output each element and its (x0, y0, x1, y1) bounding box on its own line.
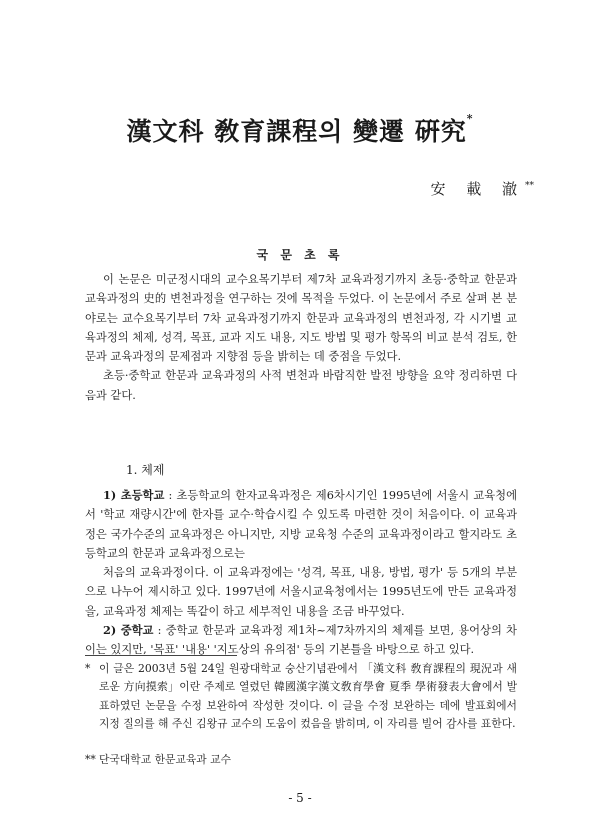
item-2-paragraph (85, 621, 517, 660)
item-2-text: : 중학교 한문과 교육과정 제1차~제7차까지의 체제를 보면, 용어상의 차이는 있지만, '목표' '내용' '지도상의 유의점' 등의 기본틀을 바탕으로 하고 있다. (85, 624, 517, 657)
item-2-lead: 2) 중학교 (103, 623, 154, 638)
section-1-body (85, 486, 517, 660)
abstract-paragraph-1: 이 논문은 미군정시대의 교수요목기부터 제7차 교육과정기까지 초등·중학교 한문과 교육과정의 史的 변천과정을 연구하는 것에 목적을 두었다. 이 논문에서 주로 살펴 본 분야로는 교수요목기부터 7차 교육과정기까지 한문과 교육과정의 변천과정, 각 시기별 교육과정의 체제, 성격, 목표, 교과 지도 내용, 지도 방법 및 평가 항목의 비교 분석 검토, 한문과 교육과정의 문제점과 지향점 등을 밝히는 데 중점을 두었다. (85, 273, 517, 364)
item-1-lead: 1) 초등학교 (103, 488, 165, 502)
item-1-continuation: 처음의 교육과정이다. 이 교육과정에는 '성격, 목표, 내용, 방법, 평가' 등 5개의 부분으로 나누어 제시하고 있다. 1997년에 서울시교육청에서는 1995년도에 만든 교육과정을, 교육과정 체제는 똑같이 하고 세부적인 내용을 조금 바꾸었다. (85, 566, 517, 618)
footnote-2 (85, 751, 517, 769)
section-heading-1: 1. 체제 (126, 463, 165, 477)
abstract-paragraph-2: 초등·중학교 한문과 교육과정의 사적 변천과 바람직한 발전 방향을 요약 정리하면 다음과 같다. (85, 369, 517, 402)
footnote-1 (85, 660, 517, 734)
footnote-2-mark: ** (85, 753, 96, 766)
abstract-heading: 국 문 초 록 (256, 248, 344, 262)
page-number: - 5 - (288, 791, 312, 805)
author-footnote-mark: ** (525, 181, 534, 191)
title-text: 漢文科 敎育課程의 變遷 硏究 (126, 117, 467, 146)
footnote-2-text: 단국대학교 한문교육과 교수 (99, 753, 232, 766)
title-footnote-mark: * (466, 112, 474, 125)
abstract-body (85, 270, 517, 405)
footnote-divider (85, 655, 237, 656)
paper-title (0, 112, 600, 148)
footnote-1-mark: * (85, 662, 91, 675)
author-text: 安 載 澈 (430, 180, 525, 198)
item-1-paragraph (85, 486, 517, 563)
footnote-1-text: 이 글은 2003년 5월 24일 원광대학교 숭산기념관에서 「漢文科 敎育課程의 現況과 새로운 方向摸索」이란 주제로 열렸던 韓國漢字漢文敎育學會 夏季 學術發表大會에서 발표하였던 논문을 수정 보완하여 작성한 것이다. 이 글을 수정 보완하는 데에 발표회에서 지정 질의를 해 주신 김왕규 교수의 도움이 컸음을 밝히며, 이 자리를 빌어 감사를 표한다. (99, 662, 517, 731)
author-name (430, 178, 534, 199)
item-1-text: : 초등학교의 한자교육과정은 제6차시기인 1995년에 서울시 교육청에서 '학교 재량시간'에 한자를 교수·학습시킬 수 있도록 마련한 것이 처음이다. 이 교육과정은 국가수준의 교육과정은 아니지만, 지방 교육청 수준의 교육과정이라고 할지라도 초등학교의 한문과 교육과정으로는 (85, 489, 517, 560)
